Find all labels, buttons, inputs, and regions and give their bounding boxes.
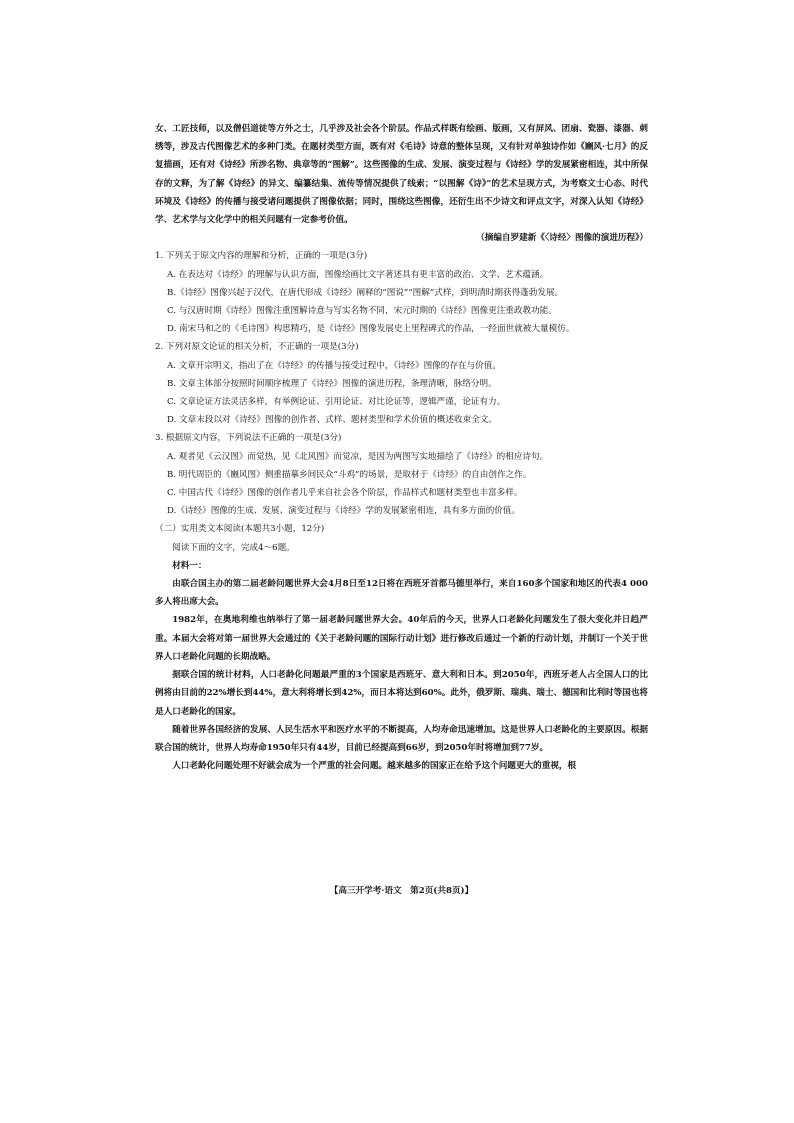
section-header: （二）实用类文本阅读(本题共3小题，12分) [155, 524, 325, 535]
material-paragraph: 人口老龄化问题处理不好就会成为一个严重的社会问题。越来越多的国家正在给予这个问题更大的重视，根 [172, 761, 577, 772]
page-footer: 【高三开学考·语文 第2页(共8页)】 [329, 886, 474, 896]
option-c: C. 与汉唐时期《诗经》图像注重图解诗意与写实名物不同，宋元时期的《诗经》图像更注重政教功能。 [167, 306, 557, 317]
option-a: A. 在表达对《诗经》的理解与认识方面，图像绘画比文字著述具有更丰富的政治、文学、艺术蕴涵。 [167, 269, 549, 280]
option-d: D.《诗经》图像的生成、发展、演变过程与《诗经》学的发展紧密相连，具有多方面的价值。 [167, 506, 521, 517]
material-label: 材料一： [172, 560, 207, 571]
section-instruction: 阅读下面的文字，完成4～6题。 [172, 542, 295, 553]
source-citation: （摘编自罗建新《〈诗经〉图像的演进历程》） [476, 233, 648, 244]
material-paragraph: 由联合国主办的第二届老龄问题世界大会4月8日至12日将在西班牙首都马德里举行，来自160多个国家和地区的代表4 000多人将出席大会。 [155, 579, 648, 608]
material-paragraph: 1982年，在奥地利维也纳举行了第一届老龄问题世界大会。40年后的今天，世界人口老龄化问题发生了很大变化并日趋严重。本届大会将对第一届世界大会通过的《关于老龄问题的国际行动计划》进行修改后通过一个新的行动计划，并制订一个关于世界人口老龄化问题的长期战略。 [155, 615, 648, 662]
option-b: B.《诗经》图像兴起于汉代，在唐代形成《诗经》阐释的“图说”“图解”式样，到明清时期获得蓬勃发展。 [167, 287, 564, 298]
document-page [155, 120, 649, 896]
material-paragraph: 随着世界各国经济的发展、人民生活水平和医疗水平的不断提高，人均寿命迅速增加。这是世界人口老龄化的主要原因。根据联合国的统计，世界人均寿命1950年只有44岁，目前已经提高到66岁，到2050年时将增加到77岁。 [155, 724, 648, 753]
material-paragraph: 据联合国的统计材料，人口老龄化问题最严重的3个国家是西班牙、意大利和日本。到2050年，西班牙老人占全国人口的比例将由目前的22%增长到44%，意大利将增长到42%，而日本将达到60%。此外，俄罗斯、瑞典、瑞士、德国和比利时等国也将是人口老龄化的国家。 [155, 670, 649, 717]
option-a: A. 文章开宗明义，指出了在《诗经》的传播与接受过程中，《诗经》图像的存在与价值。 [167, 360, 501, 371]
option-c: C. 文章论证方法灵活多样，有举例论证、引用论证、对比论证等，逻辑严谨，论证有力。 [167, 397, 506, 408]
passage-paragraph: 女、工匠技师，以及僧侣道徒等方外之士，几乎涉及社会各个阶层。作品式样既有绘画、版画，又有屏风、团扇、瓷器、漆器、刺绣等，涉及古代图像艺术的多种门类。在题材类型方面，既有对《毛诗》诗意的整体呈现，又有针对单独诗作如《豳风·七月》的反复描画，还有对《诗经》所涉名物、典章等的“图解”。这些图像的生成、发展、演变过程与《诗经》学的发展紧密相连，其中所保存的文释，为了解《诗经》的异文、编纂结集、流传等情况提供了线索；“以图解《诗》”的艺术呈现方式，为考察文士心态、时代环境及《诗经》的传播与接受诸问题提供了图像依据；同时，围绕这些图像，还衍生出不少诗文和评点文字，对深入认知《诗经》学、艺术学与文化学中的相关问题有一定参考价值。 [155, 124, 648, 226]
question-stem: 1. 下列关于原文内容的理解和分析，正确的一项是(3分) [155, 251, 368, 262]
option-d: D. 南宋马和之的《毛诗图》构思精巧，是《诗经》图像发展史上里程碑式的作品，一经面世就被大量模仿。 [167, 324, 575, 335]
question-2 [155, 338, 648, 429]
option-b: B. 文章主体部分按照时间顺序梳理了《诗经》图像的演进历程，条理清晰，脉络分明。 [167, 378, 497, 389]
option-c: C. 中国古代《诗经》图像的创作者几乎来自社会各个阶层，作品样式和题材类型也丰富多样。 [167, 488, 523, 499]
question-stem: 3. 根据原文内容，下列说法不正确的一项是(3分) [155, 433, 342, 444]
question-3 [155, 429, 648, 520]
option-d: D. 文章末段以对《诗经》图像的创作者、式样、题材类型和学术价值的概述收束全文。 [167, 415, 498, 426]
question-stem: 2. 下列对原文论证的相关分析，不正确的一项是(3分) [155, 342, 359, 353]
option-a: A. 观者见《云汉图》而觉热，见《北风图》而觉凉，是因为两图写实地描绘了《诗经》的相应诗句。 [167, 451, 549, 462]
option-b: B. 明代周臣的《豳风图》侧重描摹乡间民众“斗鸡”的场景，是取材于《诗经》的自由创作之作。 [167, 469, 532, 480]
question-1 [155, 247, 648, 338]
